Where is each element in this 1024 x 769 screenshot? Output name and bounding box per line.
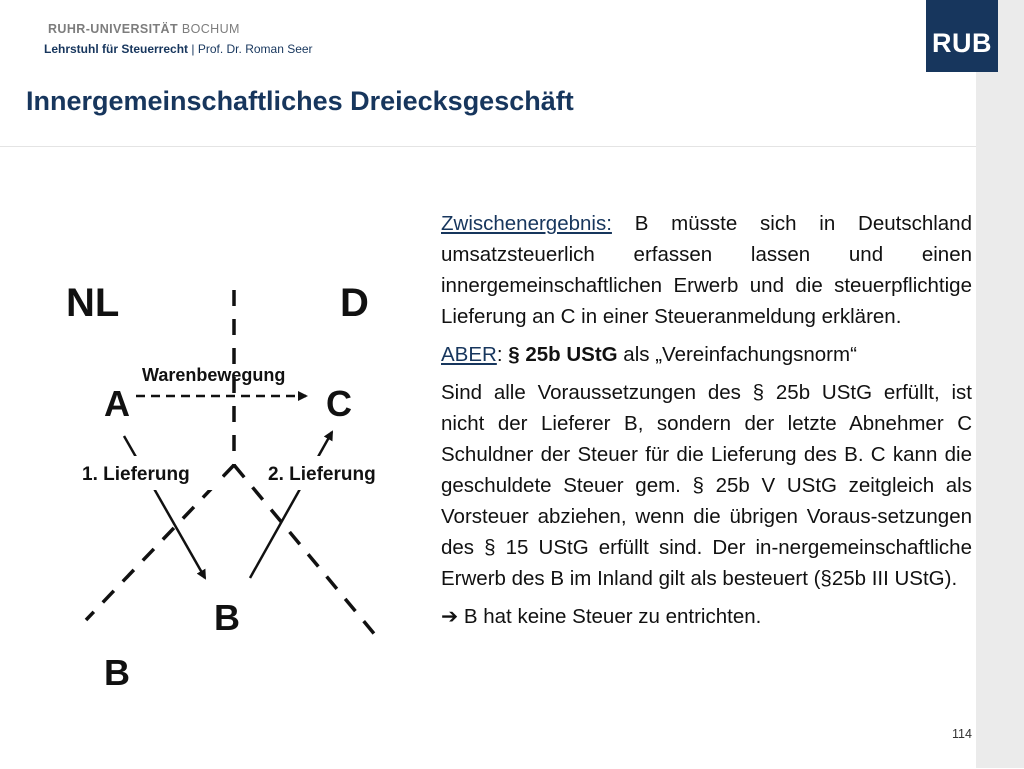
university-name-bold: RUHR-UNIVERSITÄT	[48, 22, 179, 36]
right-side-strip	[976, 0, 1024, 768]
professor-name: Prof. Dr. Roman Seer	[197, 42, 313, 56]
party-label-b-lower: B	[104, 652, 130, 693]
conclusion-line	[441, 601, 972, 632]
interim-result-label: Zwischenergebnis:	[441, 212, 612, 235]
interim-result-body: B müsste sich in Deutschland umsatzsteuerlich erfassen lassen und einen innergemeinschaftlichen Erwerb und die steuerpflichtige Lieferung an C in einer Steueranmeldung erklären.	[441, 212, 972, 328]
requirements-paragraph: Sind alle Voraussetzungen des § 25b UStG erfüllt, ist nicht der Lieferer B, sondern der letzte Abnehmer C Schuldner der Steuer für die Lieferung des B. C kann die geschuldete Steuer gem. § 25b V UStG zeitgleich als Vorsteuer abziehen, wenn die übrigen Voraus-setzungen des § 15 UStG erfüllt sind. Der in-nergemeinschaftliche Erwerb des B im Inland gilt als besteuert (§25b III UStG).	[441, 381, 972, 590]
delivery-2-arrow	[250, 432, 332, 578]
country-label-d: D	[340, 281, 369, 325]
chair-line	[44, 42, 313, 56]
chair-separator: |	[191, 42, 195, 56]
slide-header	[0, 0, 976, 146]
party-label-a: A	[104, 383, 130, 424]
goods-movement-label: Warenbewegung	[142, 365, 286, 385]
however-paragraph	[441, 339, 972, 370]
however-label: ABER	[441, 343, 497, 366]
chair-name: Lehrstuhl für Steuerrecht	[44, 42, 189, 56]
conclusion-arrow-icon: ➔	[441, 605, 459, 628]
delivery-2-label: 2. Lieferung	[268, 464, 376, 485]
statute-reference: § 25b UStG	[508, 343, 618, 366]
interim-result-paragraph	[441, 208, 972, 332]
triangular-transaction-diagram	[0, 146, 430, 768]
however-rest: als „Vereinfachungsnorm“	[617, 343, 857, 366]
university-name-light: BOCHUM	[181, 22, 240, 36]
however-colon: :	[496, 343, 509, 366]
rub-logo: RUB	[926, 0, 998, 72]
country-label-nl: NL	[66, 281, 120, 325]
slide-title: Innergemeinschaftliches Dreiecksgeschäft	[26, 86, 574, 116]
conclusion-text: B hat keine Steuer zu entrichten.	[458, 605, 762, 628]
university-name	[48, 22, 240, 36]
party-label-c: C	[326, 383, 352, 424]
party-label-b-middle: B	[214, 597, 240, 638]
border-line-right	[234, 465, 376, 636]
delivery-1-label: 1. Lieferung	[82, 464, 190, 485]
explanation-text	[441, 208, 972, 639]
page-number: 114	[952, 727, 972, 741]
